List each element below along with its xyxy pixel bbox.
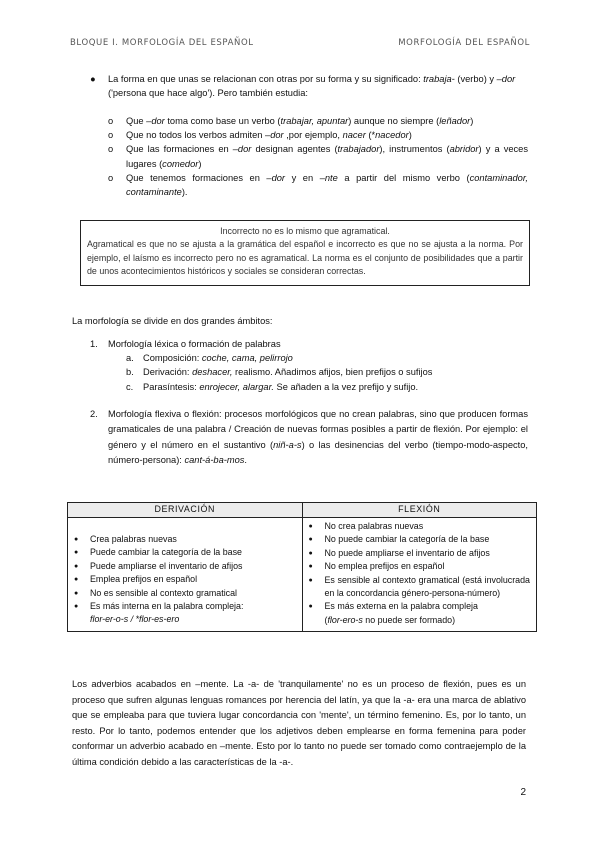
sub-bullet-item: o Que las formaciones en –dor designan agentes (trabajador), instrumentos (abridor) y a veces lugares (comedor)	[108, 144, 528, 169]
list-number: 2.	[90, 409, 98, 419]
list-item: ● No crea palabras nuevas	[307, 520, 531, 533]
circle-bullet-icon: o	[108, 144, 114, 155]
intro-bullet	[90, 72, 528, 100]
sublist-item-derivacion: b. Derivación: deshacer, realismo. Añadimos afijos, bien prefijos o sufijos	[126, 367, 433, 378]
list-item: ● Puede cambiar la categoría de la base	[72, 546, 296, 559]
list-item: ● Emplea prefijos en español	[72, 573, 296, 586]
note-box	[80, 220, 530, 286]
list-item: ● No emplea prefijos en español	[307, 560, 531, 573]
division-item-1	[90, 337, 530, 394]
sub-bullet-list	[108, 114, 528, 199]
sub-bullet-item: o Que tenemos formaciones en –dor y en –nte a partir del mismo verbo (contaminador, contaminante).	[108, 172, 528, 198]
note-box-body: Agramatical es que no se ajusta a la gramática del español e incorrecto es que no se ajusta a la norma. Por ejemplo, el laísmo es incorrecto pero no es agramatical. La norma es el conjunto de posibilidades que a partir de unos acontecimientos históricos y sociales se consideran correctas.	[87, 239, 523, 277]
list-item: ● No es sensible al contexto gramatical	[72, 587, 296, 600]
flexion-example: (flor-ero-s no puede ser formado)	[324, 614, 456, 625]
table-cell-derivacion	[68, 518, 303, 632]
sub-bullet-item: o Que no todos los verbos admiten –dor ,por ejemplo, nacer (*nacedor)	[108, 128, 528, 142]
closing-paragraph: Los adverbios acabados en –mente. La -a- de 'tranquilamente' no es un proceso de flexión, pues es un proceso que sufren algunas lenguas romances por herencia del latín, ya que la -a- era una marca de ablativo que se empleaba para que tuviera lugar concordancia con 'mente', un término femenino. Es, por lo tanto, un resto. Por lo tanto, podemos entender que los adjetivos deben emplearse en forma femenina para poder conformar un adverbio acabado en –mente. Esto por lo tanto no puede ser tomado como contraejemplo de la última condición debido a las características de la -a-.	[72, 679, 526, 767]
table-cell-flexion	[302, 518, 537, 632]
list-item: ● No puede ampliarse el inventario de afijos	[307, 547, 531, 560]
running-header-left: BLOQUE I. MORFOLOGÍA DEL ESPAÑOL	[70, 38, 254, 48]
list-item: ● Puede ampliarse el inventario de afijos	[72, 560, 296, 573]
list-item: ● No puede cambiar la categoría de la base	[307, 533, 531, 546]
circle-bullet-icon: o	[108, 130, 114, 141]
comparison-table	[67, 502, 537, 632]
division-item-2	[90, 407, 528, 469]
note-box-title: Incorrecto no es lo mismo que agramatical.	[220, 226, 390, 236]
division-intro: La morfología se divide en dos grandes ámbitos:	[72, 316, 273, 326]
page-number: 2	[520, 787, 526, 798]
division-item-2-text: Morfología flexiva o flexión: procesos morfológicos que no crean palabras, sino que producen formas gramaticales de una palabra / Creación de nuevas formas posibles a partir de flexión. Por ejemplo: el género y el número en el sustantivo (niñ-a-s) o las desinencias del verbo (tiempo-modo-aspecto, número-persona): cant-á-ba-mos.	[108, 409, 528, 466]
bullet-icon: ●	[90, 74, 96, 84]
sublist-item-composicion: a. Composición: coche, cama, pelirrojo	[126, 353, 293, 364]
table-header-derivacion: DERIVACIÓN	[68, 503, 303, 518]
running-header-right: MORFOLOGÍA DEL ESPAÑOL	[398, 38, 530, 48]
table-header-flexion: FLEXIÓN	[302, 503, 537, 518]
list-item: ● Es más interna en la palabra compleja:	[72, 600, 296, 613]
division-item-1-title: Morfología léxica o formación de palabras	[108, 339, 281, 349]
circle-bullet-icon: o	[108, 116, 114, 126]
flexion-list	[307, 520, 531, 614]
derivacion-example: flor-er-o-s / *flor-es-ero	[90, 614, 180, 625]
list-number: 1.	[90, 339, 98, 349]
circle-bullet-icon: o	[108, 172, 114, 183]
division-item-1-sublist	[90, 351, 530, 394]
sublist-item-parasintesis: c. Parasíntesis: enrojecer, alargar. Se añaden a la vez prefijo y sufijo.	[126, 381, 419, 392]
derivacion-list	[72, 533, 296, 613]
list-item: ● Crea palabras nuevas	[72, 533, 296, 546]
sub-bullet-item: o Que –dor toma como base un verbo (trabajar, apuntar) aunque no siempre (leñador)	[108, 114, 528, 128]
intro-bullet-text: La forma en que unas se relacionan con otras por su forma y su significado: trabaja- (verbo) y –dor ('persona que hace algo'). Pero también estudia:	[108, 74, 516, 99]
list-item: ● Es más externa en la palabra compleja	[307, 600, 531, 613]
list-item: ● Es sensible al contexto gramatical (está involucrada en la concordancia género-persona-número)	[307, 574, 531, 601]
